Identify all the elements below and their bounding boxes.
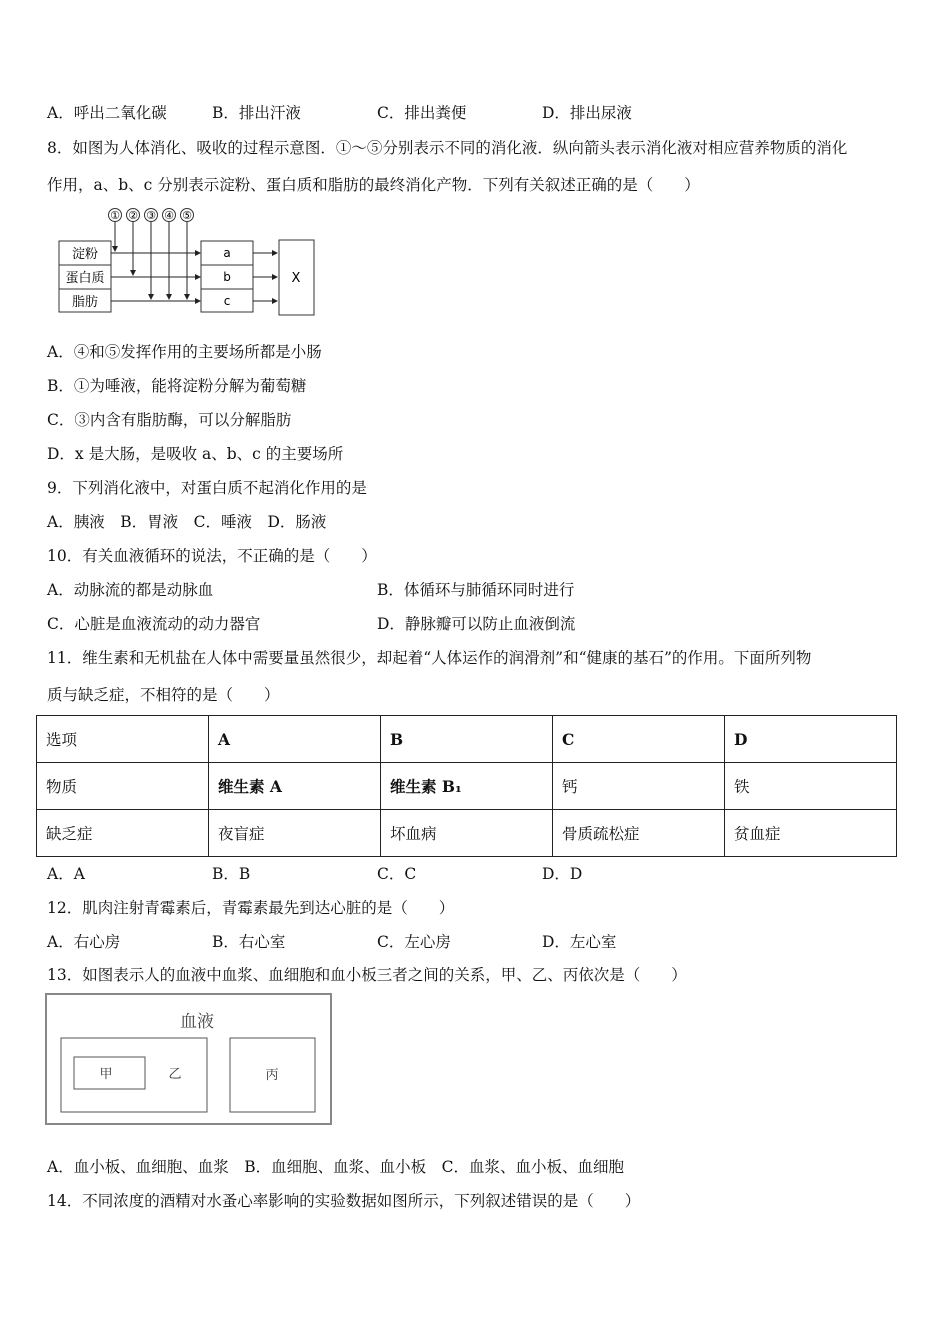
- organ-x: X: [291, 271, 301, 286]
- q9-stem: 9．下列消化液中，对蛋白质不起消化作用的是: [47, 479, 367, 497]
- juice-label-1: ①: [110, 209, 120, 222]
- blood-title: 血液: [180, 1012, 214, 1032]
- table-cell: 选项: [37, 716, 209, 763]
- q10-option-a: A．动脉流的都是动脉血: [47, 581, 214, 599]
- table-cell: 缺乏症: [37, 810, 209, 857]
- table-cell: 铁: [725, 763, 897, 810]
- q7-option-b: B．排出汗液: [212, 104, 301, 122]
- digestion-diagram: [55, 205, 320, 320]
- table-cell: 物质: [37, 763, 209, 810]
- q12-option-d: D．左心室: [542, 933, 617, 951]
- table-cell: 贫血症: [725, 810, 897, 857]
- q12-option-a: A．右心房: [47, 933, 121, 951]
- blood-composition-diagram: [45, 993, 333, 1126]
- q8-option-d: D．x 是大肠，是吸收 a、b、c 的主要场所: [47, 445, 344, 463]
- table-cell: C: [553, 716, 725, 763]
- table-cell: 维生素 B₁: [381, 763, 553, 810]
- q8-option-b: B．①为唾液，能将淀粉分解为葡萄糖: [47, 377, 307, 395]
- q7-option-d: D．排出尿液: [542, 104, 632, 122]
- q7-option-a: A．呼出二氧化碳: [47, 104, 167, 122]
- q11-option-c: C．C: [377, 865, 417, 883]
- nutrient-starch: 淀粉: [71, 247, 99, 262]
- q11-option-b: B．B: [212, 865, 251, 883]
- q12-stem: 12．肌肉注射青霉素后，青霉素最先到达心脏的是（ ）: [47, 899, 455, 917]
- q10-option-d: D．静脉瓣可以防止血液倒流: [377, 615, 576, 633]
- q8-option-a: A．④和⑤发挥作用的主要场所都是小肠: [47, 343, 322, 361]
- table-cell: 骨质疏松症: [553, 810, 725, 857]
- q11-table: [36, 715, 897, 857]
- juice-label-3: ③: [146, 209, 156, 222]
- q11-option-d: D．D: [542, 865, 583, 883]
- juice-label-2: ②: [128, 209, 138, 222]
- q12-option-b: B．右心室: [212, 933, 286, 951]
- q8-option-c: C．③内含有脂肪酶，可以分解脂肪: [47, 411, 292, 429]
- q10-stem: 10．有关血液循环的说法，不正确的是（ ）: [47, 547, 377, 565]
- table-row: [37, 763, 897, 810]
- q12-option-c: C．左心房: [377, 933, 451, 951]
- juice-label-4: ④: [164, 209, 174, 222]
- table-cell: 坏血病: [381, 810, 553, 857]
- nutrient-fat: 脂肪: [71, 295, 99, 310]
- product-c: c: [223, 294, 231, 308]
- product-b: b: [223, 270, 231, 284]
- table-cell: D: [725, 716, 897, 763]
- table-cell: 夜盲症: [209, 810, 381, 857]
- q11-stem-line2: 质与缺乏症，不相符的是（ ）: [47, 686, 280, 704]
- q13-options: A．血小板、血细胞、血浆 B．血细胞、血浆、血小板 C．血浆、血小板、血细胞: [47, 1158, 624, 1176]
- q10-option-b: B．体循环与肺循环同时进行: [377, 581, 575, 599]
- q13-stem: 13．如图表示人的血液中血浆、血细胞和血小板三者之间的关系，甲、乙、丙依次是（ ）: [47, 966, 687, 984]
- product-a: a: [223, 246, 231, 260]
- table-cell: A: [209, 716, 381, 763]
- q7-option-c: C．排出粪便: [377, 104, 467, 122]
- q14-stem: 14．不同浓度的酒精对水蚤心率影响的实验数据如图所示，下列叙述错误的是（ ）: [47, 1192, 641, 1210]
- label-jia: 甲: [99, 1067, 113, 1082]
- label-bing: 丙: [265, 1068, 279, 1083]
- table-row: [37, 810, 897, 857]
- table-cell: 维生素 A: [209, 763, 381, 810]
- q11-option-a: A．A: [47, 865, 85, 883]
- table-row: [37, 716, 897, 763]
- table-cell: B: [381, 716, 553, 763]
- nutrient-protein: 蛋白质: [65, 271, 105, 286]
- q8-stem-line2: 作用，a、b、c 分别表示淀粉、蛋白质和脂肪的最终消化产物．下列有关叙述正确的是（ ）: [47, 176, 700, 194]
- q9-options: A．胰液 B．胃液 C．唾液 D．肠液: [47, 513, 327, 531]
- q8-stem-line1: 8．如图为人体消化、吸收的过程示意图．①～⑤分别表示不同的消化液．纵向箭头表示消化液对相应营养物质的消化: [47, 139, 848, 157]
- q11-stem-line1: 11．维生素和无机盐在人体中需要量虽然很少，却起着“人体运作的润滑剂”和“健康的基石”的作用。下面所列物: [47, 649, 812, 667]
- juice-label-5: ⑤: [182, 209, 192, 222]
- q10-option-c: C．心脏是血液流动的动力器官: [47, 615, 261, 633]
- table-cell: 钙: [553, 763, 725, 810]
- label-yi: 乙: [168, 1067, 182, 1082]
